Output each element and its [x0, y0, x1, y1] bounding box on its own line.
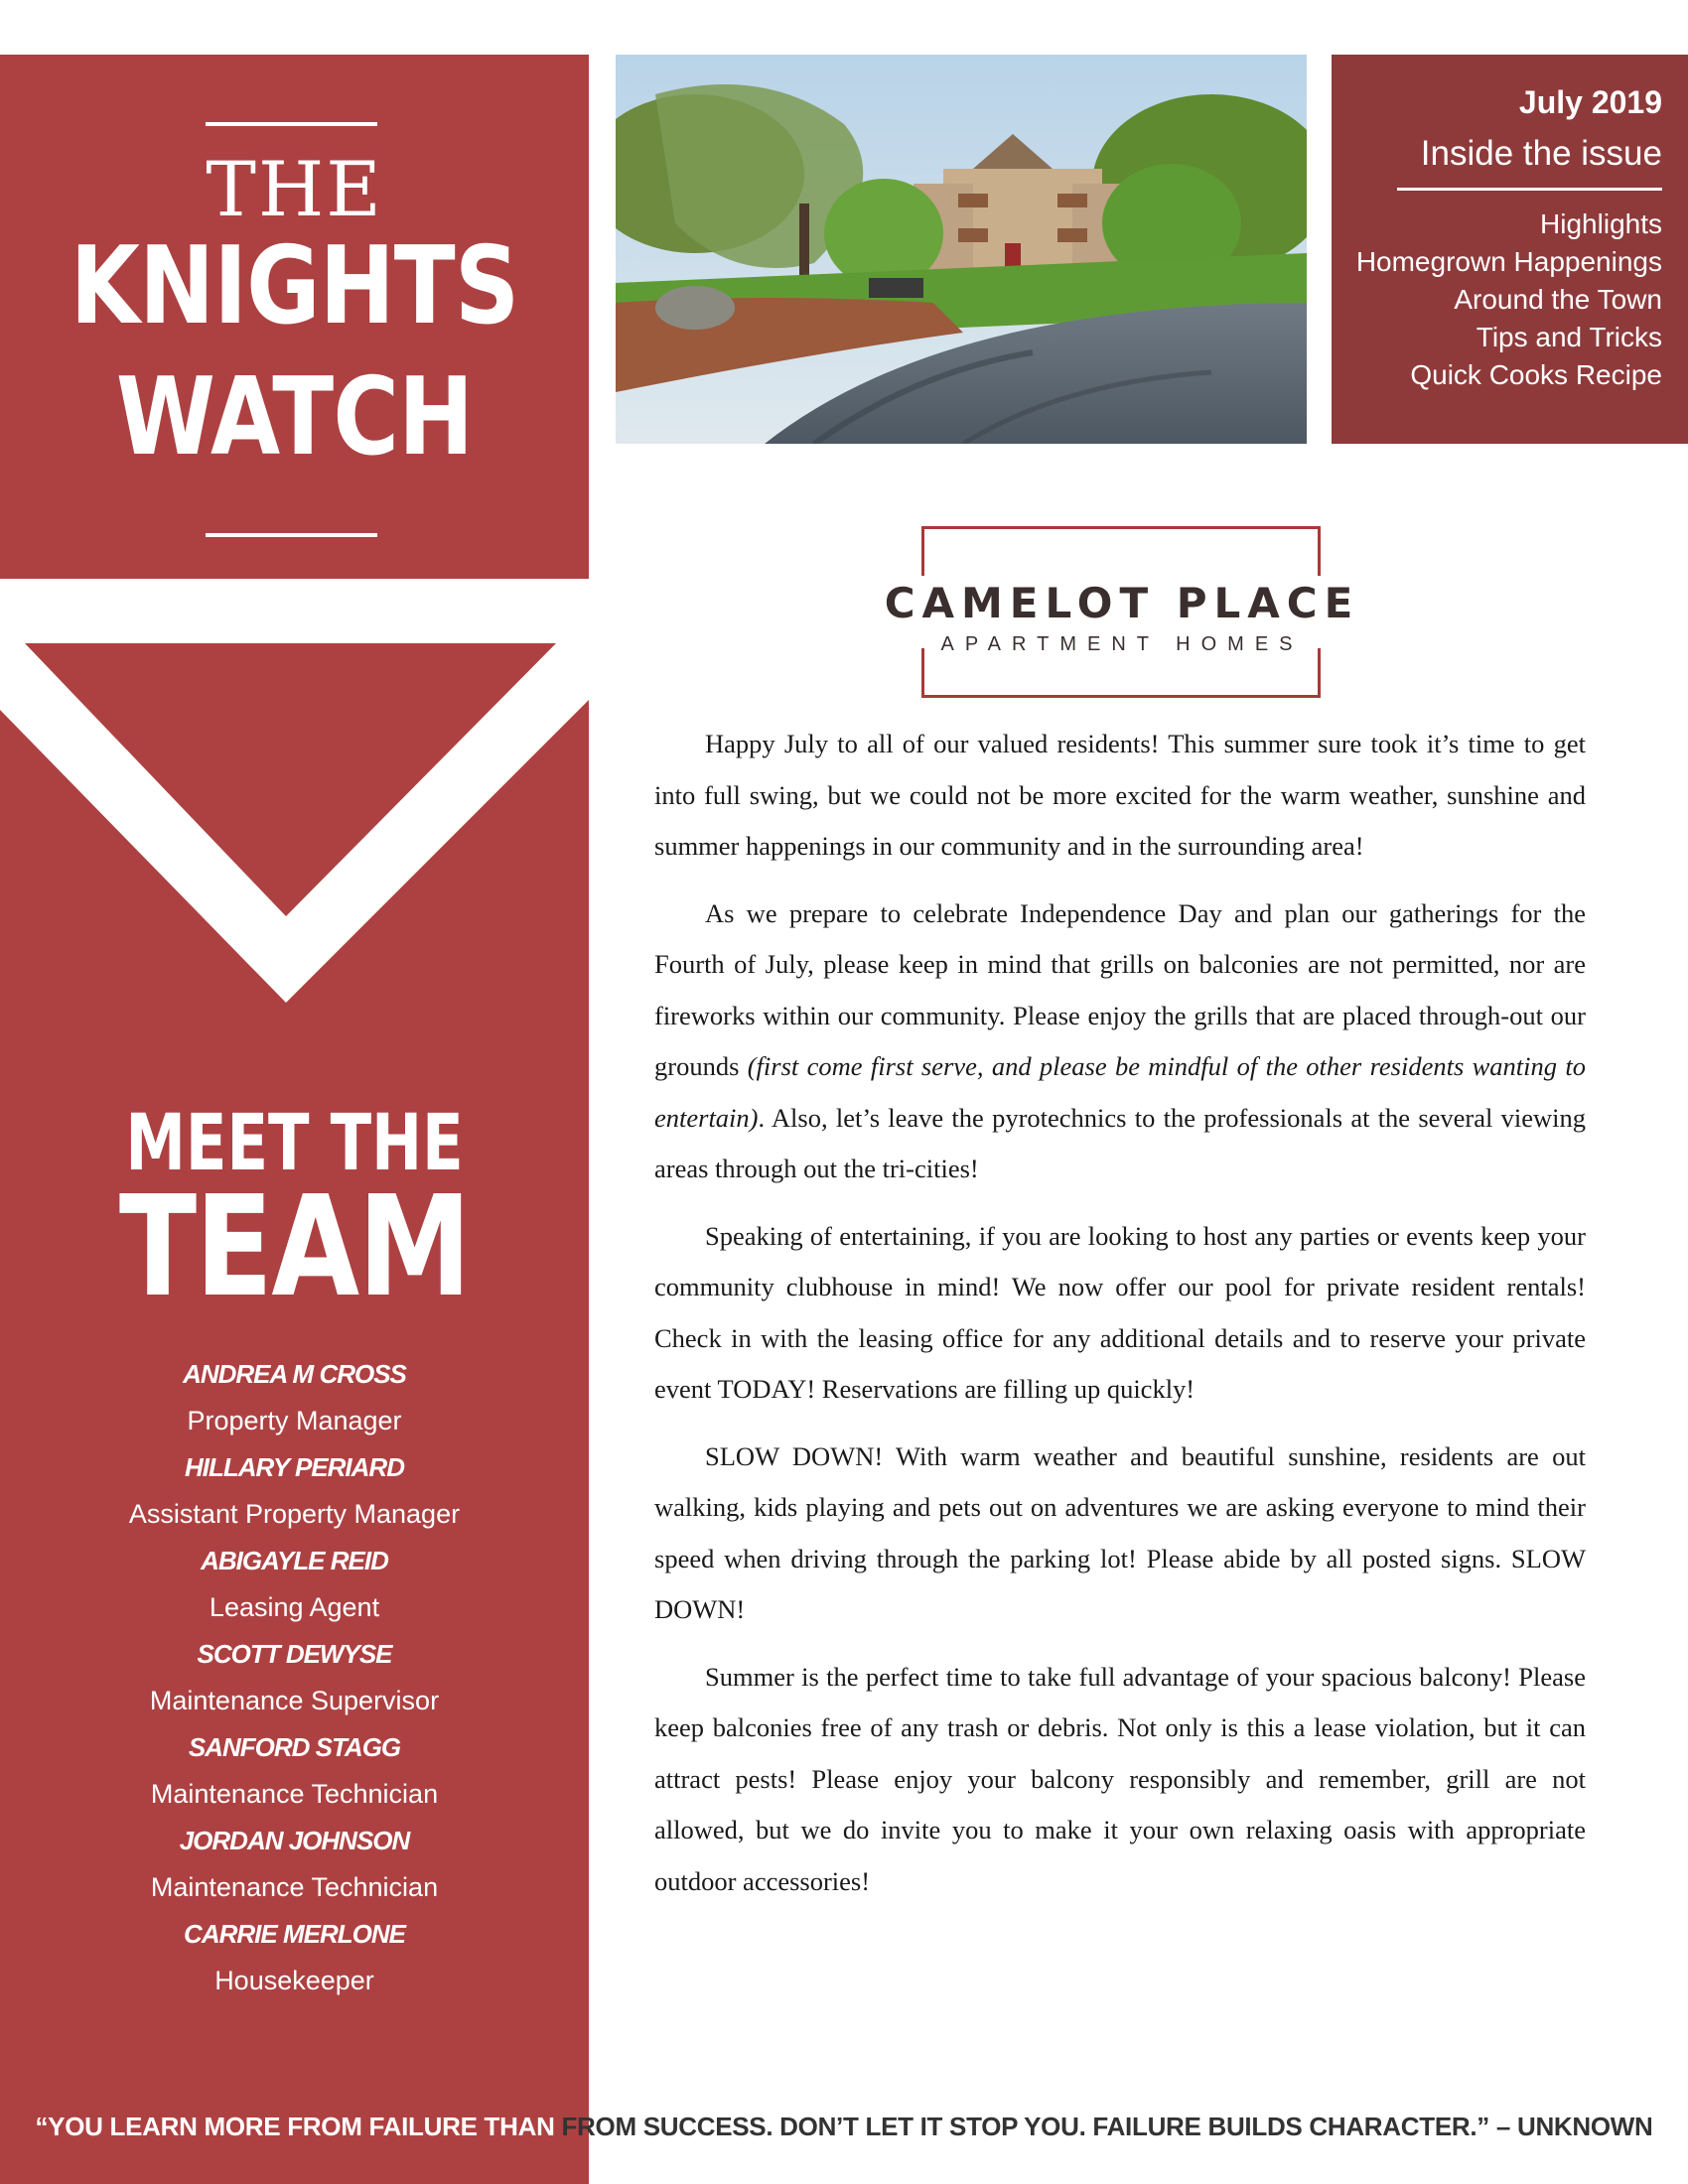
article-paragraph: As we prepare to celebrate Independence Day and plan our gatherings for the Fourth of July, please keep in mind that grills on balconies are not permitted, nor are fireworks within our community. Please enjoy the grills that are placed through-out our grounds (first come first serve, and please be mindful of the other residents wanting to entertain). Also, let’s leave the pyrotechnics to the professionals at the several viewing areas through out the tri-cities!: [654, 897, 1586, 1183]
footer-quote: [0, 2109, 1688, 2144]
contents-item: Homegrown Happenings: [1355, 246, 1662, 277]
masthead-the: THE: [206, 145, 383, 233]
contents-heading: Inside the issue: [1420, 134, 1662, 173]
staff-role: Assistant Property Manager: [128, 1499, 461, 1529]
staff-name: JORDAN JOHNSON: [179, 1826, 410, 1855]
masthead-watch: WATCH: [115, 355, 474, 479]
chevron-graphic: [0, 579, 589, 1055]
staff-role: Maintenance Supervisor: [149, 1686, 440, 1715]
staff-list: [0, 1351, 589, 2004]
logo-name: CAMELOT PLACE: [884, 579, 1360, 627]
contents-item: Around the Town: [1454, 284, 1662, 315]
masthead-top-rule: [206, 122, 377, 126]
contents-divider: [1397, 188, 1662, 191]
staff-name: HILLARY PERIARD: [185, 1452, 404, 1482]
team-heading-line2: TEAM: [118, 1166, 471, 1328]
article-body: [654, 719, 1586, 1923]
article-paragraph: Speaking of entertaining, if you are looking to host any parties or events keep your community clubhouse in mind! We now offer our pool for private resident rentals! Check in with the leasing office for any additional details and to reserve your private event TODAY! Reservations are filling up quickly!: [654, 1220, 1586, 1404]
quote-part-1: “YOU LEARN MORE FROM FAILURE THAN: [35, 2112, 555, 2141]
issue-date: July 2019: [1518, 84, 1662, 120]
masthead-bottom-rule: [206, 533, 377, 537]
article-italic-note: (first come first serve, and please be mindful of the other residents wanting to entertain): [654, 1051, 1586, 1133]
contents-item: Highlights: [1540, 208, 1662, 239]
masthead: [0, 55, 589, 579]
staff-role: Property Manager: [187, 1406, 402, 1435]
quote-part-2: FROM SUCCESS. DON’T LET IT STOP YOU. FAILURE BUILDS CHARACTER.” – UNKNOWN: [554, 2112, 1653, 2141]
staff-name: SCOTT DEWYSE: [197, 1639, 392, 1669]
staff-name: ABIGAYLE REID: [201, 1546, 388, 1575]
team-heading-line1: MEET THE: [125, 1099, 464, 1188]
staff-role: Maintenance Technician: [150, 1872, 439, 1902]
masthead-knights: KNIGHTS: [70, 224, 519, 348]
staff-name: ANDREA M CROSS: [183, 1359, 406, 1389]
staff-role: Leasing Agent: [209, 1592, 380, 1622]
staff-name: SANFORD STAGG: [188, 1732, 401, 1762]
apartment-photo: [616, 55, 1307, 444]
staff-role: Maintenance Technician: [150, 1779, 439, 1809]
contents-list: [1356, 205, 1662, 394]
staff-role: Housekeeper: [214, 1966, 374, 1995]
issue-contents-box: [1332, 55, 1688, 444]
team-sidebar: [0, 579, 589, 2184]
article-paragraph: Happy July to all of our valued residents! This summer sure took it’s time to get into full swing, but we could not be more excited for the warm weather, sunshine and summer happenings in our community and in the surrounding area!: [654, 729, 1586, 861]
logo-tagline: APARTMENT HOMES: [940, 633, 1304, 655]
article-paragraph: Summer is the perfect time to take full advantage of your spacious balcony! Please keep balconies free of any trash or debris. Not only is this a lease violation, but it can attract pests! Please enjoy your balcony responsibly and remember, grill are not allowed, but we do invite you to make it your own relaxing oasis with appropriate outdoor accessories!: [654, 1661, 1586, 1896]
staff-name: CARRIE MERLONE: [184, 1919, 405, 1949]
contents-item: Tips and Tricks: [1476, 322, 1662, 352]
article-paragraph: SLOW DOWN! With warm weather and beautiful sunshine, residents are out walking, kids playing and pets out on adventures we are asking everyone to mind their speed when driving through the parking lot! Please abide by all posted signs. SLOW DOWN!: [654, 1440, 1586, 1624]
contents-item: Quick Cooks Recipe: [1410, 359, 1662, 390]
